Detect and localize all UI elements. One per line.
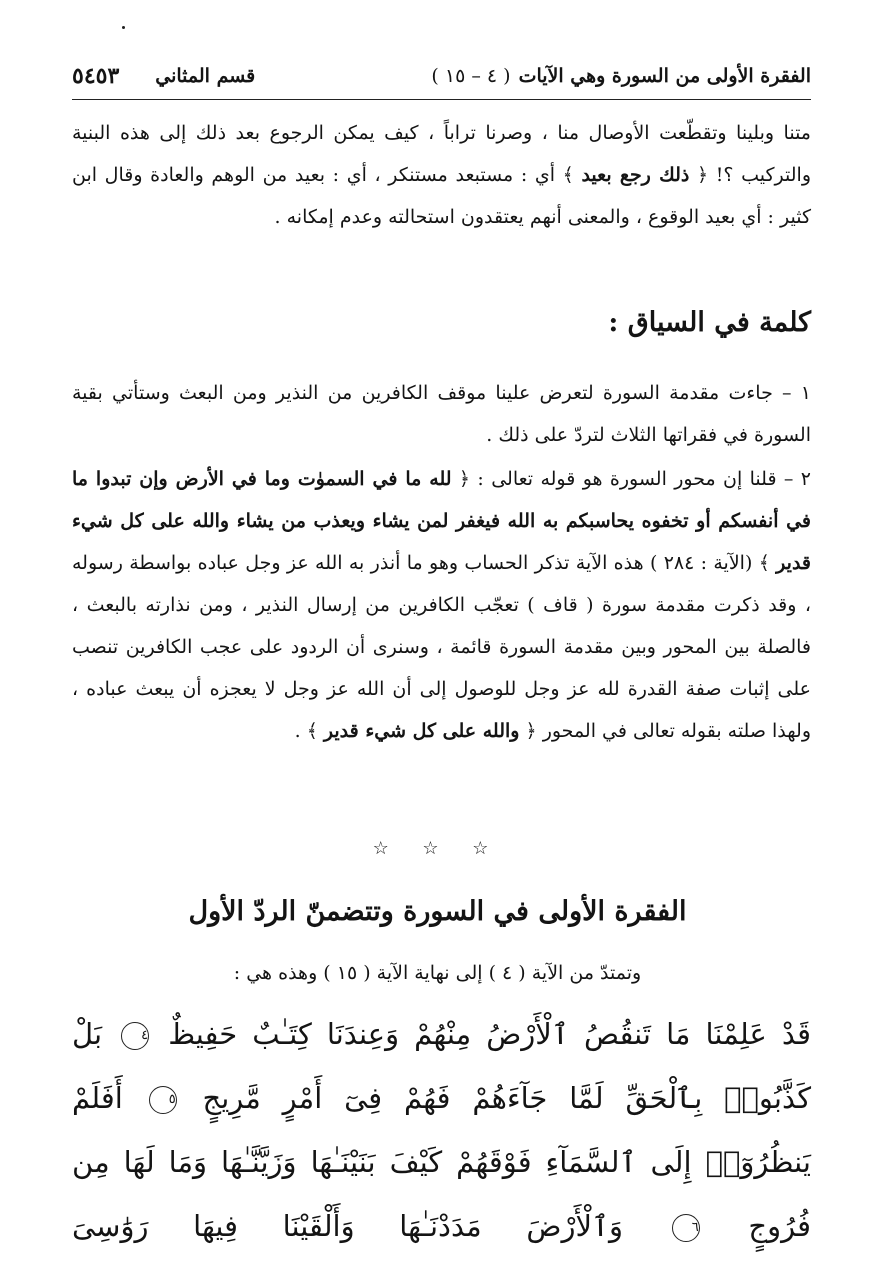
point2-verse-end: والله على كل شيء قدير	[323, 720, 520, 742]
point2-close: ﴾ .	[294, 720, 324, 742]
verse-4: قَدْ عَلِمْنَا مَا تَنقُصُ ٱلْأَرْضُ مِنْهُمْ وَعِندَنَا كِتَـٰبٌ حَفِيظٌ	[168, 1017, 811, 1051]
ayah-marker-4: ٤	[121, 1022, 149, 1050]
header-divider	[72, 99, 811, 100]
ayah-marker-5: ٥	[149, 1086, 177, 1114]
verse-5: بَلْ كَذَّبُوا۟ بِٱلْحَقِّ لَمَّا جَآءَهُمْ فَهُمْ فِىٓ أَمْرٍ مَّرِيجٍ	[72, 1017, 811, 1115]
header-title-text: الفقرة الأولى من السورة وهي الآيات	[518, 65, 811, 87]
intro-text-before: متنا وبلينا وتقطّعت الأوصال منا ، وصرنا تراباً ، كيف يمكن الرجوع بعد ذلك إلى هذه البنية والتركيب ؟! ﴿	[72, 122, 812, 186]
segment-subheading: وتمتدّ من الآية ( ٤ ) إلى نهاية الآية ( ١٥ ) وهذه هي :	[233, 962, 642, 984]
point2-commentary: ﴾ (الآية : ٢٨٤ ) هذه الآية تذكر الحساب وهو ما أنذر به الله عز وجل عباده بواسطة رسوله ، وقد ذكرت مقدمة سورة ( قاف ) تعجّب الكافرين من إرسال النذير ، ومن نذارته بالبعث ، فالصلة بين المحور وبين مقدمة السورة قائمة ، وسنرى أن الردود على عجب الكافرين تنصب على إثبات صفة القدرة لله عز وجل للوصول إلى أن الله عز وجل لا يعجزه أن يبعث عباده ، ولهذا صلته بقوله تعالى في المحور ﴿	[72, 552, 811, 742]
context-point-1: ١ – جاءت مقدمة السورة لتعرض علينا موقف الكافرين من النذير ومن البعث وستأتي بقية السورة في فقراتها الثلاث لتردّ على ذلك .	[72, 382, 811, 446]
header-meta	[72, 63, 255, 89]
header-segment-title	[431, 65, 811, 87]
context-point-2	[72, 458, 811, 752]
header-verse-range: ( ٤ – ١٥ )	[431, 65, 511, 87]
point2-verse: لله ما في السموٰت وما في الأرض وإن تبدوا ما في أنفسكم أو تخفوه يحاسبكم به الله فيغفر لمن يشاء ويعذب من يشاء والله على كل شيء قدير	[72, 468, 811, 574]
point2-lead: ٢ – قلنا إن محور السورة هو قوله تعالى : ﴿	[451, 468, 812, 490]
intro-quote: ذلك رجع بعيد	[581, 164, 690, 186]
page-speck	[122, 26, 125, 29]
quran-text	[72, 1002, 811, 1258]
verse-7-start: وَٱلْأَرْضَ مَدَدْنَـٰهَا وَأَلْقَيْنَا فِيهَا رَوَٰسِىَ	[72, 1209, 624, 1243]
ayah-marker-6: ٦	[672, 1214, 700, 1242]
intro-paragraph	[72, 112, 811, 238]
star-separator: ☆ ☆ ☆	[372, 838, 503, 859]
header-section-label: قسم المثاني	[155, 65, 256, 87]
section-heading: كلمة في السياق :	[608, 307, 811, 338]
page-number: ٥٤٥٣	[72, 63, 120, 89]
verse-6: أَفَلَمْ يَنظُرُوٓا۟ إِلَى ٱلسَّمَآءِ فَوْقَهُمْ كَيْفَ بَنَيْنَـٰهَا وَزَيَّنَّـٰهَا وَمَا لَهَا مِن فُرُوجٍ	[72, 1081, 812, 1243]
segment-heading: الفقرة الأولى في السورة وتتضمنّ الردّ الأول	[188, 896, 687, 927]
intro-text-after: ﴾ أي : مستبعد مستنكر ، أي : بعيد من الوهم والعادة وقال ابن كثير : أي بعيد الوقوع ، والمعنى أنهم يعتقدون استحالته وعدم إمكانه .	[72, 164, 811, 228]
running-header	[72, 58, 811, 94]
